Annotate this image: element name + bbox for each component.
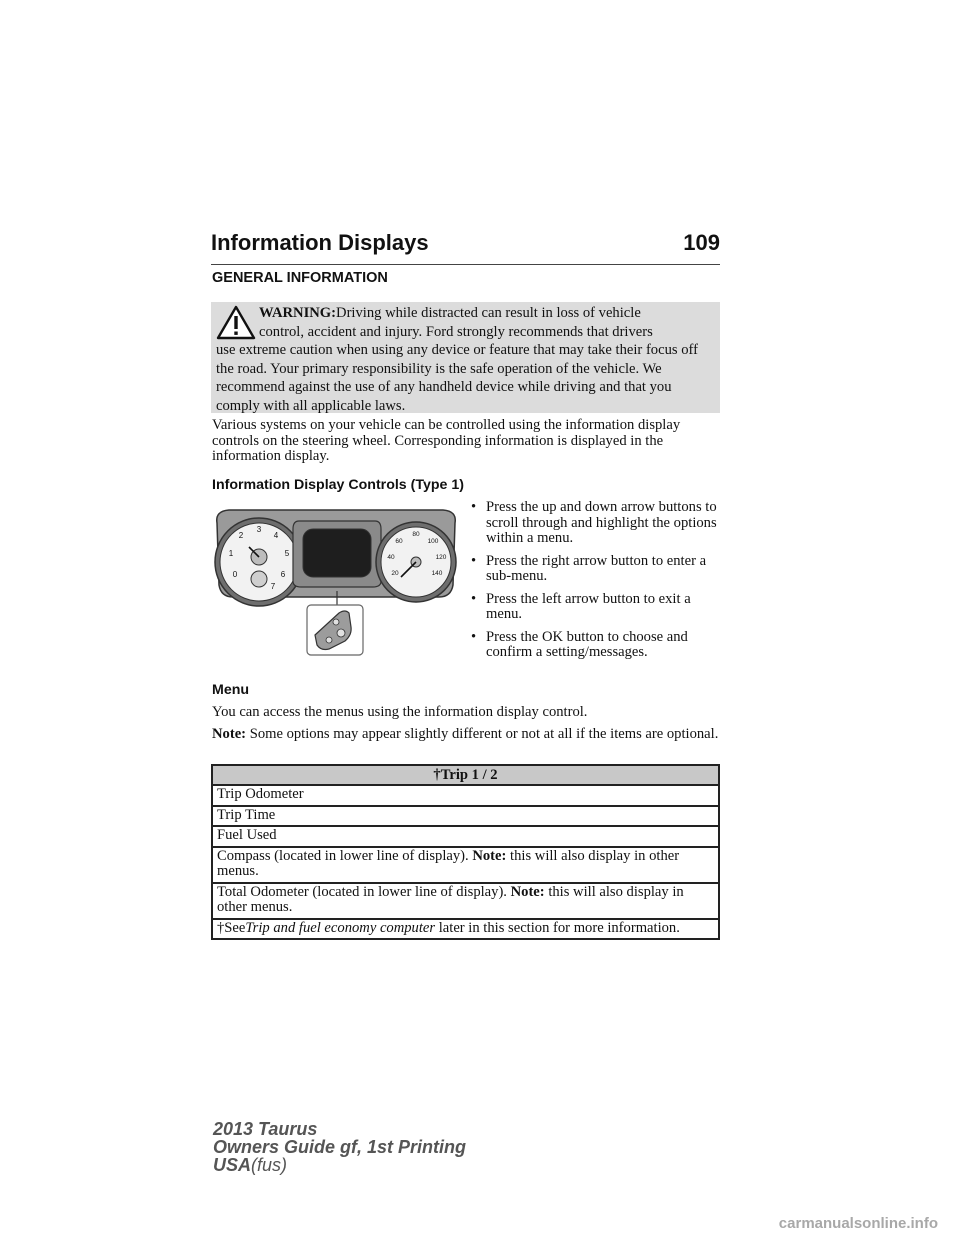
note-label: Note: xyxy=(212,726,247,742)
row-note: this will also display in other menus. xyxy=(217,847,680,879)
row-suffix: later in this section for more information. xyxy=(438,919,680,936)
tach-label: 3 xyxy=(256,525,262,534)
trip-menu-table xyxy=(211,764,720,940)
footer-line-1: 2013 Taurus xyxy=(213,1119,318,1139)
table-row xyxy=(212,919,719,940)
speed-label: 100 xyxy=(427,538,439,545)
row-text: Total Odometer (located in lower line of display). xyxy=(217,883,507,900)
control-button xyxy=(333,619,339,625)
warning-first-line: Driving while distracted can result in loss of vehicle xyxy=(336,305,641,321)
watermark: carmanualsonline.info xyxy=(778,1215,938,1232)
speed-label: 40 xyxy=(387,554,395,561)
tach-label: 5 xyxy=(284,549,290,558)
tach-label: 0 xyxy=(232,570,238,579)
row-text: Compass (located in lower line of display). xyxy=(217,847,469,864)
warning-box xyxy=(211,302,720,413)
bullet-item: • Press the right arrow button to enter a sub-menu. xyxy=(470,554,720,585)
menu-paragraph: You can access the menus using the information display control. xyxy=(212,704,588,720)
table-row: Fuel Used xyxy=(212,826,719,847)
page-number: 109 xyxy=(683,230,720,255)
footer-line-3 xyxy=(213,1156,466,1174)
table-row xyxy=(212,883,719,919)
control-button xyxy=(326,637,332,643)
tach-sub-gauge xyxy=(251,571,267,587)
warning-body: use extreme caution when using any device or feature that may take their focus off the road. Your primary responsibility is the safe operation of the vehicle. We recommend against the use of any handheld device while driving and that you comply with all applicable laws. xyxy=(216,342,698,414)
tach-label: 1 xyxy=(228,549,234,558)
table-row: Trip Time xyxy=(212,806,719,827)
table-row xyxy=(212,847,719,883)
row-xref: Trip and fuel economy computer xyxy=(245,919,436,936)
bullet-item: • Press the up and down arrow buttons to scroll through and highlight the options within a menu. xyxy=(470,500,720,547)
bullet-item: • Press the left arrow button to exit a menu. xyxy=(470,592,720,623)
section-title: GENERAL INFORMATION xyxy=(212,270,388,286)
footer-region: USA xyxy=(213,1155,252,1175)
tach-label: 6 xyxy=(280,570,286,579)
controls-heading: Information Display Controls (Type 1) xyxy=(212,477,464,493)
speed-label: 80 xyxy=(412,531,420,538)
information-display-screen xyxy=(303,529,371,577)
warning-label: WARNING: xyxy=(259,305,337,321)
instrument-cluster-illustration xyxy=(211,507,461,657)
footer-print-info xyxy=(213,1120,466,1174)
warning-text xyxy=(216,304,716,415)
table-row: Trip Odometer xyxy=(212,785,719,806)
control-button xyxy=(337,629,345,637)
table-header: †Trip 1 / 2 xyxy=(212,765,719,785)
speed-label: 20 xyxy=(391,570,399,577)
row-note-label: Note: xyxy=(510,883,545,900)
page-header-title: Information Displays xyxy=(211,230,429,255)
row-prefix: †See xyxy=(217,919,246,936)
tach-label: 7 xyxy=(270,582,276,591)
row-note-label: Note: xyxy=(472,847,507,864)
footer-region-code: (fus) xyxy=(251,1155,288,1175)
footer-line-2: Owners Guide gf, 1st Printing xyxy=(213,1137,467,1157)
menu-heading: Menu xyxy=(212,682,250,698)
warning-line-2: control, accident and injury. Ford strongly recommends that drivers xyxy=(259,323,653,340)
page-header xyxy=(211,228,720,265)
bullet-item: • Press the OK button to choose and confirm a setting/messages. xyxy=(470,630,720,661)
speed-label: 120 xyxy=(435,554,447,561)
controls-bullet-list xyxy=(470,500,720,668)
tach-label: 2 xyxy=(238,531,244,540)
row-note: this will also display in other menus. xyxy=(217,883,684,915)
tach-label: 4 xyxy=(273,531,279,540)
intro-paragraph: Various systems on your vehicle can be controlled using the information display controls on the steering wheel. Corresponding information is displayed in the information display. xyxy=(212,417,681,464)
speed-label: 140 xyxy=(431,570,443,577)
speed-label: 60 xyxy=(395,538,403,545)
note-text: Some options may appear slightly different or not at all if the items are optional. xyxy=(249,726,719,742)
note-paragraph xyxy=(212,727,720,743)
